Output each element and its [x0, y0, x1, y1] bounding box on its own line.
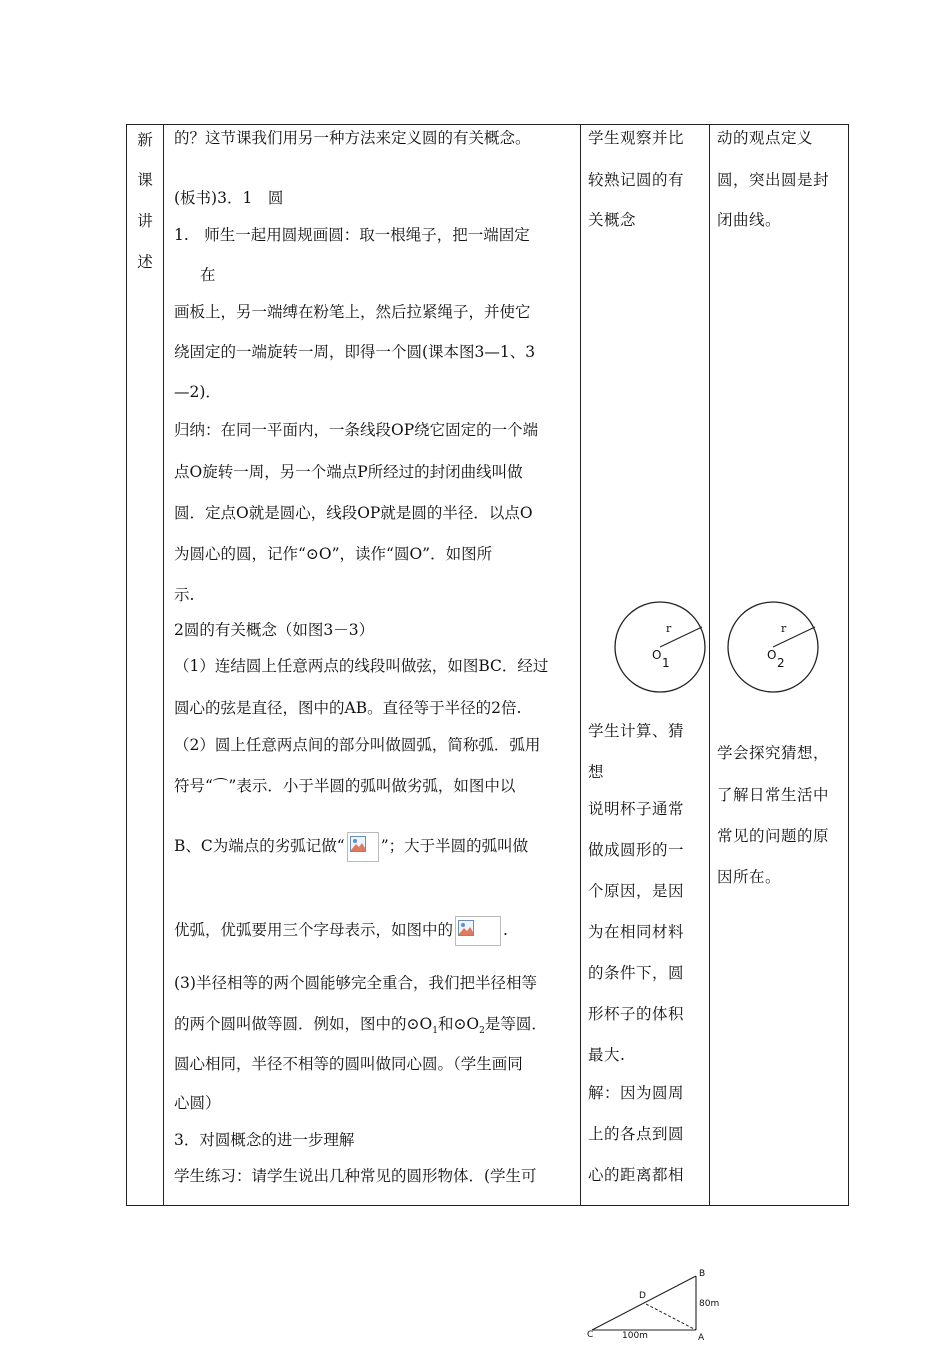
center-subscript: 1 [662, 656, 671, 670]
content-line: 心圆） [174, 1094, 221, 1112]
intent-line: 因所在。 [717, 868, 782, 886]
content-line [174, 1017, 547, 1036]
content-line [174, 916, 508, 946]
content-line: 符号“⌒”表示．小于半圆的弧叫做劣弧，如图中以 [174, 777, 516, 795]
content-line: 2圆的有关概念（如图3－3） [174, 621, 375, 639]
subscript: 1 [432, 1026, 438, 1037]
content-text: 的两个圆叫做等圆．例如，图中的⊙O [174, 1015, 433, 1033]
content-text: 优弧，优弧要用三个字母表示，如图中的 [174, 921, 454, 939]
student-activity-cell [582, 125, 709, 1205]
intent-line: 学会探究猜想， [717, 744, 830, 762]
vertex-label-c: C [587, 1330, 594, 1340]
content-text: 是等圆． [484, 1015, 547, 1033]
content-line: 示. [174, 586, 195, 604]
intent-line: 闭曲线。 [717, 211, 782, 229]
content-text: . [503, 921, 508, 939]
broken-image-icon [455, 916, 501, 946]
content-line: 1. 师生一起用圆规画圆：取一根绳子，把一端固定 [174, 226, 530, 244]
student-line: 解：因为圆周 [588, 1084, 685, 1102]
content-text: ”；大于半圆的弧叫做 [380, 837, 529, 855]
student-line: 心的距离都相 [588, 1166, 685, 1184]
student-line: 的条件下，圆 [588, 964, 685, 982]
content-line: 归纳：在同一平面内，一条线段OP绕它固定的一个端 [174, 421, 539, 439]
content-line: —2)． [174, 383, 221, 401]
vertex-label-b: B [699, 1269, 706, 1279]
circle-o2-figure [725, 599, 821, 695]
student-line: 关概念 [588, 211, 637, 229]
intent-line: 常见的问题的原 [717, 827, 830, 845]
section-label-char: 述 [137, 253, 153, 271]
intent-line: 圆，突出圆是封 [717, 171, 830, 189]
content-line: 学生练习：请学生说出几种常见的圆形物体．(学生可 [174, 1167, 537, 1185]
content-line: 3．对圆概念的进一步理解 [174, 1131, 355, 1149]
content-line [174, 832, 528, 862]
vertex-label-d: D [639, 1291, 646, 1301]
content-line: 圆．定点O就是圆心，线段OP就是圆的半径．以点O [174, 504, 533, 522]
radius-label: r [666, 622, 672, 635]
student-line: 想 [588, 763, 605, 781]
radius-label: r [781, 622, 787, 635]
student-line: 个原因，是因 [588, 882, 685, 900]
section-label-char: 讲 [137, 212, 153, 230]
side-length-ca: 100m [622, 1331, 648, 1341]
student-line: 学生计算、猜 [588, 722, 685, 740]
column-divider [709, 125, 710, 1205]
section-label-char: 课 [137, 171, 153, 189]
vertex-label-a: A [698, 1333, 705, 1343]
student-line: 较熟记圆的有 [588, 171, 685, 189]
intent-line: 了解日常生活中 [717, 786, 830, 804]
side-length-ab: 80m [699, 1299, 720, 1309]
content-line: 点O旋转一周，另一个端点P所经过的封闭曲线叫做 [174, 463, 523, 481]
student-line: 学生观察并比 [588, 129, 685, 147]
student-line: 最大. [588, 1046, 626, 1064]
content-line: 为圆心的圆，记作“⊙O”，读作“圆O”．如图所 [174, 545, 493, 563]
content-text: B、C为端点的劣弧记做“ [174, 837, 345, 855]
column-divider [580, 125, 581, 1205]
section-label-char: 新 [137, 131, 153, 149]
center-label: O [767, 648, 777, 662]
broken-image-icon [347, 832, 379, 862]
student-line: 上的各点到圆 [588, 1125, 685, 1143]
student-line: 做成圆形的一 [588, 841, 685, 859]
section-label-cell [127, 125, 163, 1205]
content-line: （2）圆上任意两点间的部分叫做圆弧，简称弧．弧用 [174, 736, 541, 754]
center-subscript: 2 [777, 656, 786, 670]
content-text: 和⊙O [437, 1015, 480, 1033]
content-line: 圆心相同，半径不相等的圆叫做同心圆。（学生画同 [174, 1055, 523, 1073]
lesson-table [126, 124, 849, 1206]
student-line: 形杯子的体积 [588, 1005, 685, 1023]
content-line: 画板上，另一端缚在粉笔上，然后拉紧绳子，并使它 [174, 303, 531, 321]
content-line: 在 [200, 266, 216, 284]
triangle-figure [582, 1268, 722, 1348]
content-line: 圆心的弦是直径，图中的AB。直径等于半径的2倍. [174, 699, 522, 717]
content-line: （1）连结圆上任意两点的线段叫做弦，如图BC．经过 [174, 657, 549, 675]
content-line: (3)半径相等的两个圆能够完全重合，我们把半径相等 [174, 974, 537, 992]
content-line: 的？这节课我们用另一种方法来定义圆的有关概念。 [174, 129, 531, 147]
design-intent-cell [711, 125, 848, 1205]
content-line: (板书)3．1 圆 [174, 189, 284, 207]
center-label: O [652, 648, 662, 662]
intent-line: 动的观点定义 [717, 129, 814, 147]
student-line: 说明杯子通常 [588, 800, 685, 818]
content-line: 绕固定的一端旋转一周，即得一个圆(课本图3—1、3 [174, 343, 536, 361]
student-line: 为在相同材料 [588, 923, 685, 941]
circle-o1-figure [612, 599, 708, 695]
subscript: 2 [479, 1026, 485, 1037]
teaching-content-cell [164, 125, 580, 1205]
